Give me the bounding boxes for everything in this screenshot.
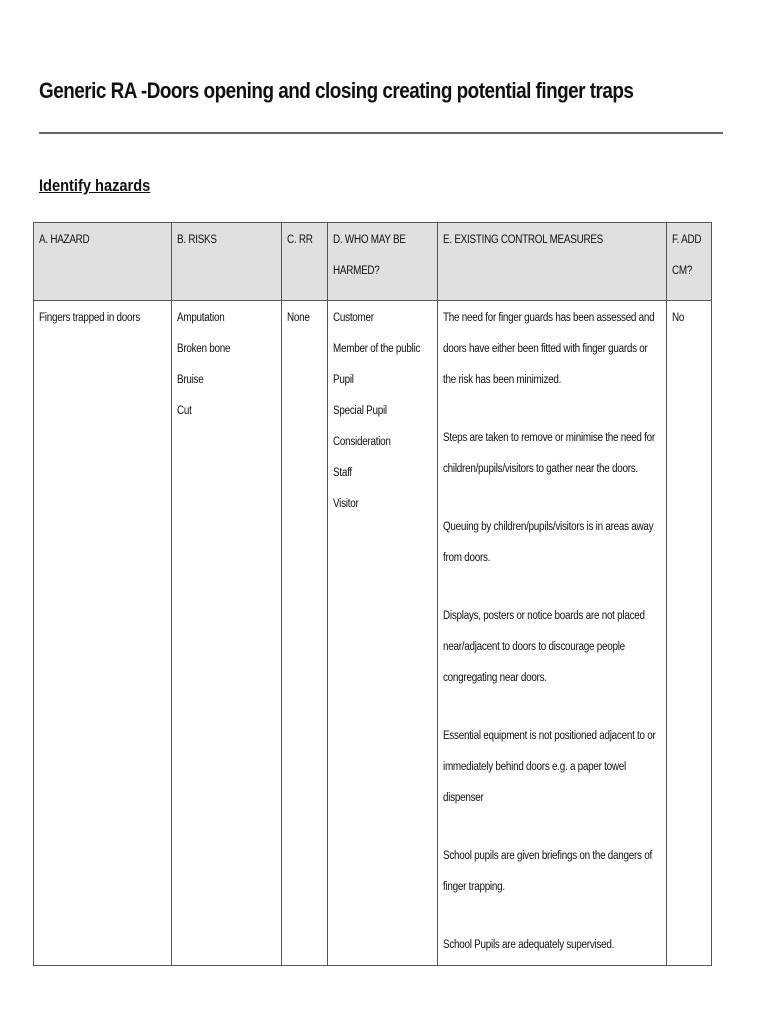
header-rr: [282, 223, 328, 301]
header-measures: [438, 223, 667, 301]
control-measure: The need for finger guards has been assessed and doors have either been fitted with finger guards or the risk has been minimized.: [443, 312, 655, 386]
section-heading: Identify hazards: [39, 176, 151, 195]
document-title: Generic RA -Doors opening and closing creating potential finger traps: [39, 78, 634, 103]
header-add-cm: [667, 223, 712, 301]
header-add-cm-label-line1: F. ADD: [672, 234, 702, 246]
who-item: Staff: [333, 467, 352, 479]
who-item: Visitor: [333, 498, 359, 510]
header-hazard: [34, 223, 172, 301]
risk-assessment-table: [33, 222, 712, 966]
control-measure: School Pupils are adequately supervised.: [443, 939, 615, 951]
risk-item: Bruise: [177, 374, 204, 386]
table-row: [34, 301, 712, 966]
who-item: Special Pupil: [333, 405, 387, 417]
header-who-label-line1: D. WHO MAY BE: [333, 234, 406, 246]
control-measure: Steps are taken to remove or minimise the need for children/pupils/visitors to gather near the doors.: [443, 432, 655, 475]
control-measure: Displays, posters or notice boards are not placed near/adjacent to doors to discourage people congregating near doors.: [443, 610, 645, 684]
header-risks: [172, 223, 282, 301]
header-add-cm-label-line2: CM?: [672, 265, 693, 277]
header-rr-label: C. RR: [287, 234, 313, 246]
who-item: Member of the public: [333, 343, 421, 355]
header-risks-label: B. RISKS: [177, 234, 217, 246]
header-measures-label: E. EXISTING CONTROL MEASURES: [443, 234, 604, 246]
title-divider: [39, 132, 723, 134]
risk-item: Amputation: [177, 312, 225, 324]
cell-rr: [282, 301, 328, 966]
risk-item: Cut: [177, 405, 192, 417]
header-who-label-line2: HARMED?: [333, 265, 380, 277]
table-header-row: [34, 223, 712, 301]
control-measure: School pupils are given briefings on the dangers of finger trapping.: [443, 850, 652, 893]
header-hazard-label: A. HAZARD: [39, 234, 90, 246]
add-cm-value: No: [672, 312, 685, 324]
who-item: Pupil: [333, 374, 354, 386]
risk-item: Broken bone: [177, 343, 231, 355]
header-who: [328, 223, 438, 301]
control-measure: Queuing by children/pupils/visitors is in areas away from doors.: [443, 521, 654, 564]
who-item: Customer: [333, 312, 374, 324]
cell-risks: [172, 301, 282, 966]
control-measure: Essential equipment is not positioned adjacent to or immediately behind doors e.g. a paper towel dispenser: [443, 730, 656, 804]
who-item: Consideration: [333, 436, 391, 448]
rr-value: None: [287, 312, 310, 324]
cell-measures: [438, 301, 667, 966]
cell-add-cm: [667, 301, 712, 966]
hazard-text: Fingers trapped in doors: [39, 312, 141, 324]
cell-who: [328, 301, 438, 966]
cell-hazard: [34, 301, 172, 966]
